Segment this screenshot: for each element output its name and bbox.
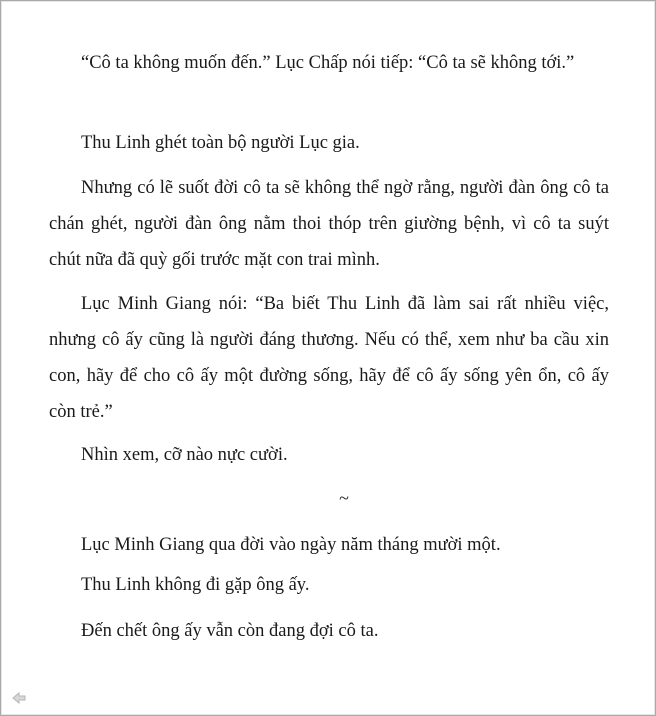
paragraph-7: Thu Linh không đi gặp ông ấy. bbox=[81, 575, 310, 595]
paragraph-1: “Cô ta không muốn đến.” Lục Chấp nói tiếp: “Cô ta sẽ không tới.” bbox=[81, 53, 575, 73]
paragraph-2: Thu Linh ghét toàn bộ người Lục gia. bbox=[81, 133, 360, 153]
paragraph-4: Lục Minh Giang nói: “Ba biết Thu Linh đã làm sai rất nhiều việc, nhưng cô ấy cũng là người đáng thương. Nếu có thể, xem như ba cầu xin con, hãy để cho cô ấy một đường sống, hãy để cô ấy sống yên ổn, cô ấy còn trẻ.” bbox=[49, 294, 609, 422]
paragraph-3: Nhưng có lẽ suốt đời cô ta sẽ không thể ngờ rằng, người đàn ông cô ta chán ghét, người đàn ông nằm thoi thóp trên giường bệnh, vì cô ta suýt chút nữa đã quỳ gối trước mặt con trai mình. bbox=[49, 178, 609, 270]
paragraph-8: Đến chết ông ấy vẫn còn đang đợi cô ta. bbox=[81, 621, 379, 641]
paragraph-5: Nhìn xem, cỡ nào nực cười. bbox=[81, 445, 288, 465]
page-corner-arrow-icon bbox=[11, 691, 27, 705]
section-separator: ~ bbox=[339, 488, 349, 508]
paragraph-6: Lục Minh Giang qua đời vào ngày năm tháng mười một. bbox=[81, 535, 501, 555]
